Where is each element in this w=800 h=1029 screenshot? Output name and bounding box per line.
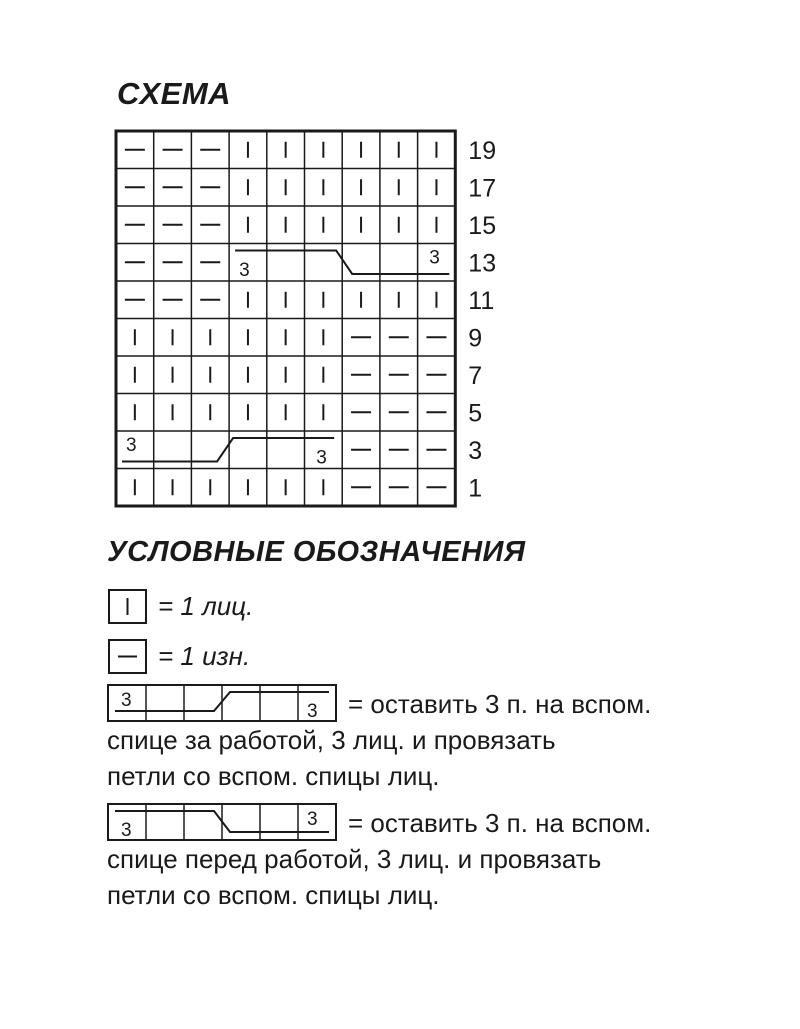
cable-front-line-2: спице перед работой, 3 лиц. и провязать — [107, 844, 602, 874]
knit-symbol-box — [108, 589, 148, 625]
cable-front-number-right: 3 — [307, 809, 318, 830]
cable-number-end: 3 — [316, 447, 327, 469]
cable-front-number-left: 3 — [121, 820, 132, 841]
cable-number-start: 3 — [126, 435, 137, 456]
schema-title: СХЕМА — [117, 76, 232, 111]
row-label: 11 — [468, 286, 495, 315]
row-label: 3 — [468, 436, 483, 465]
row-label: 13 — [468, 249, 497, 278]
row-label: 5 — [468, 399, 483, 428]
cable-back-line-3: петли со вспом. спицы лиц. — [107, 761, 440, 791]
cable-back-line-1: = оставить 3 п. на вспом. — [348, 689, 652, 719]
cable-number-end: 3 — [429, 247, 440, 269]
legend-title: УСЛОВНЫЕ ОБОЗНАЧЕНИЯ — [107, 536, 526, 568]
row-label: 17 — [468, 174, 497, 203]
row-label: 15 — [468, 211, 497, 240]
purl-legend-text: = 1 изн. — [158, 641, 251, 671]
cable-back-number-right: 3 — [307, 701, 318, 722]
purl-symbol-box — [108, 639, 148, 675]
cable-back-number-left: 3 — [121, 690, 132, 711]
knit-legend-text: = 1 лиц. — [158, 591, 254, 621]
cable-front-symbol — [107, 803, 339, 843]
row-label: 19 — [468, 136, 497, 165]
cable-front-line-1: = оставить 3 п. на вспом. — [348, 808, 652, 838]
row-label: 9 — [468, 324, 483, 353]
cable-back-line-2: спице за работой, 3 лиц. и провязать — [107, 725, 556, 755]
cable-back-symbol — [107, 684, 339, 724]
row-label: 1 — [468, 474, 483, 503]
row-label: 7 — [468, 361, 483, 390]
cable-front-line-3: петли со вспом. спицы лиц. — [107, 880, 440, 910]
cable-number-start: 3 — [239, 260, 250, 281]
